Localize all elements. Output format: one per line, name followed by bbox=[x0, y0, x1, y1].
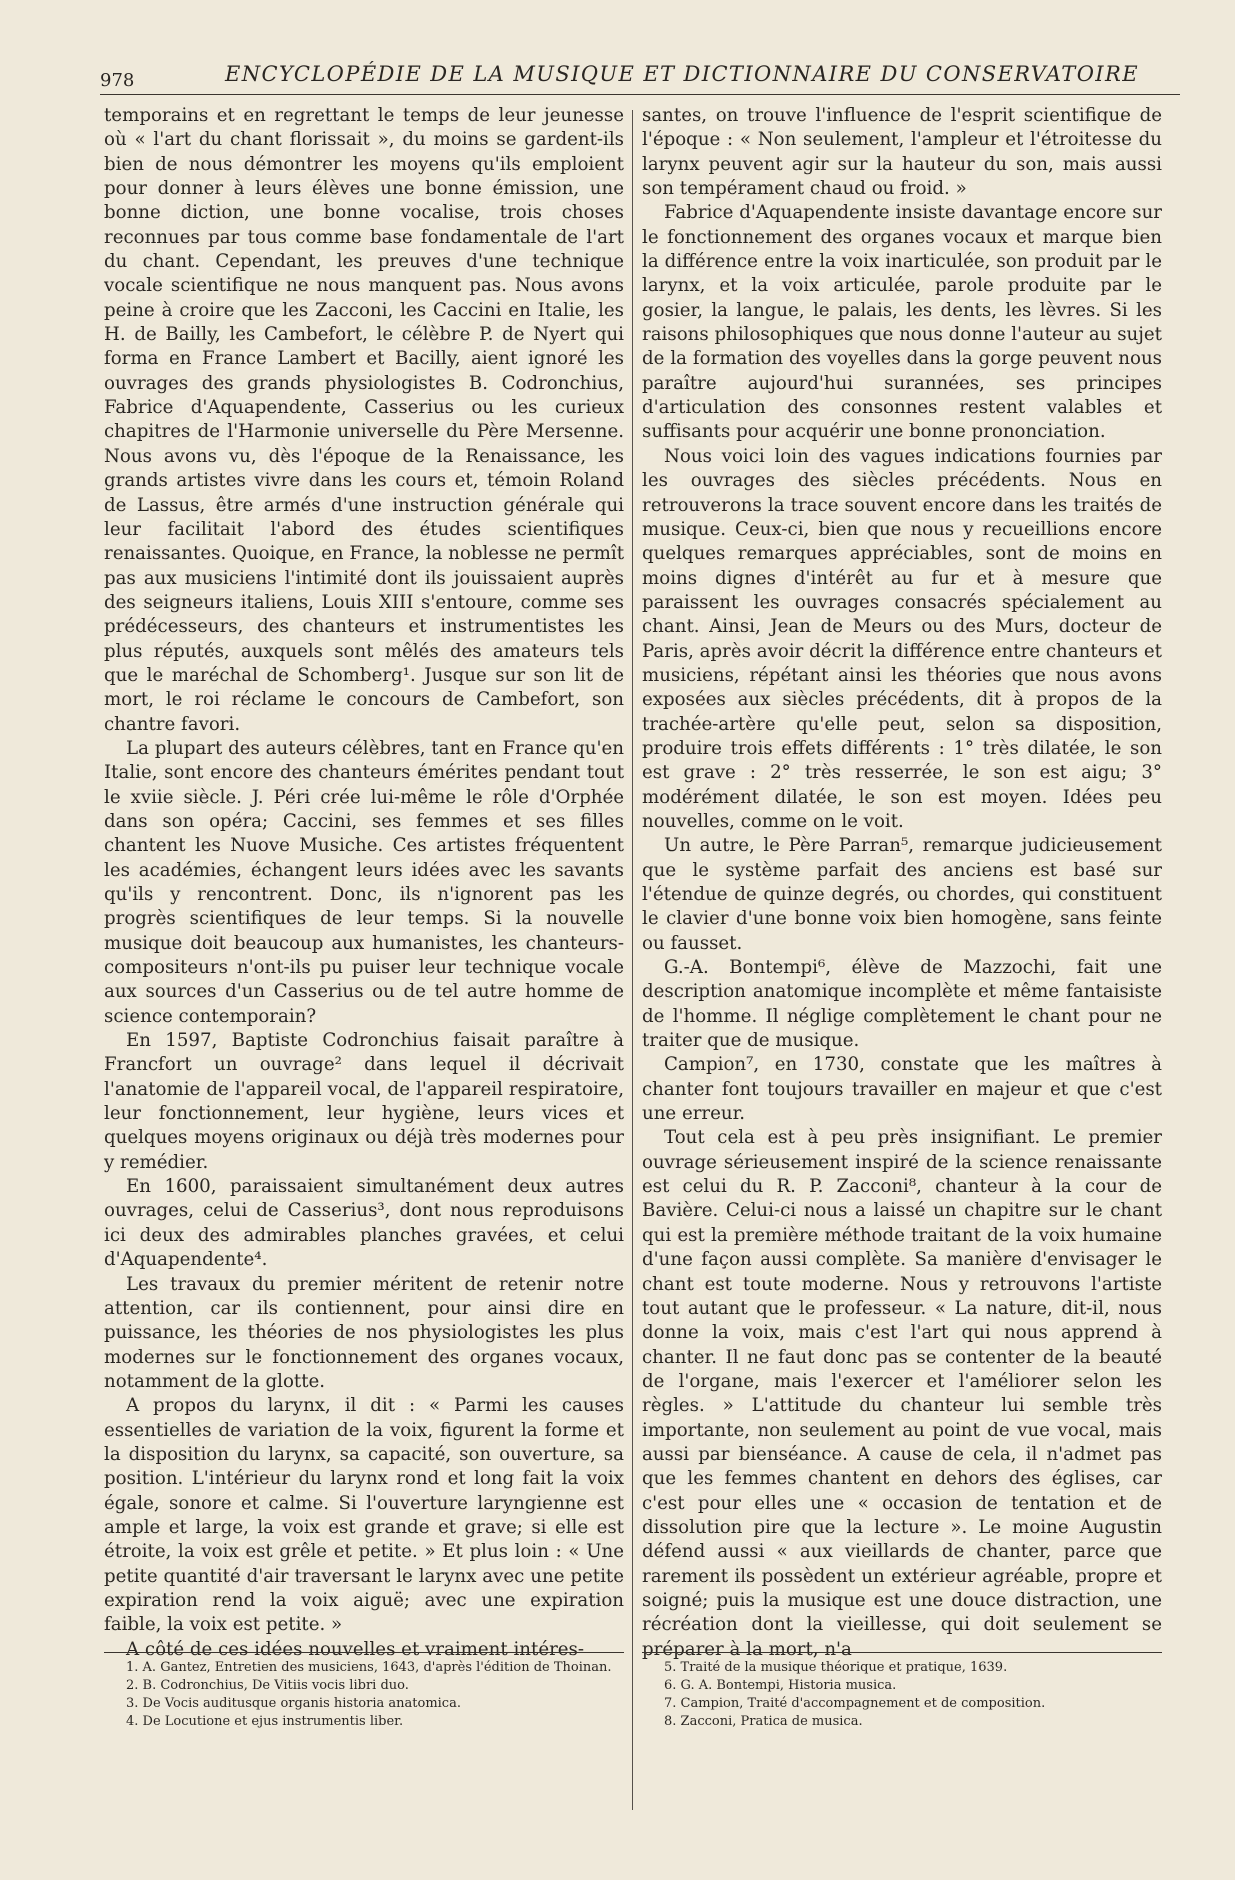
paragraph: Un autre, le Père Parran⁵, remarque judicieusement que le système parfait des anciens est basé sur l'étendue de quinze degrés, ou chordes, qui constituent le clavier d'une bonne voix bien homogène, sans feinte ou fausset. bbox=[642, 835, 1162, 954]
footnote: 7. Campion, Traité d'accompagnement et de composition. bbox=[664, 1696, 1046, 1711]
right-column bbox=[642, 104, 1162, 1662]
footnote: 5. Traité de la musique théorique et pratique, 1639. bbox=[664, 1660, 1008, 1675]
paragraph: G.-A. Bontempi⁶, élève de Mazzochi, fait une description anatomique incomplète et même fantaisiste de l'homme. Il néglige complètement le chant pour ne traiter que de musique. bbox=[642, 957, 1162, 1052]
paragraph: temporains et en regrettant le temps de leur jeunesse où « l'art du chant florissait », du moins se gardent-ils bien de nous démontrer les moyens qu'ils emploient pour donner à leurs élèves une bonne émission, une bonne diction, une bonne vocalise, trois choses reconnues par tous comme base fondamentale de l'art du chant. Cependant, les preuves d'une technique vocale scientifique ne nous manquent pas. Nous avons peine à croire que les Zacconi, les Caccini en Italie, les H. de Bailly, les Cambefort, le célèbre P. de Nyert qui forma en France Lambert et Bacilly, aient ignoré les ouvrages des grands physiologistes B. Codronchius, Fabrice d'Aquapendente, Casserius ou les curieux chapitres de l'Harmonie universelle du Père Mersenne. Nous avons vu, dès l'époque de la Renaissance, les grands artistes vivre dans les cours et, témoin Roland de Lassus, être armés d'une instruction générale qui leur facilitait l'abord des études scientifiques renaissantes. Quoique, en France, la noblesse ne permît pas aux musiciens l'intimité dont ils jouissaient auprès des seigneurs italiens, Louis XIII s'entoure, comme ses prédécesseurs, des chanteurs et instrumentistes les plus réputés, auxquels sont mêlés des amateurs tels que le maréchal de Schomberg¹. Jusque sur son lit de mort, le roi réclame le concours de Cambefort, son chantre favori. bbox=[104, 105, 625, 735]
paragraph: santes, on trouve l'influence de l'esprit scientifique de l'époque : « Non seulement, l'ampleur et l'étroitesse du larynx peuvent agir sur la hauteur du son, mais aussi son tempérament chaud ou froid. » bbox=[642, 105, 1162, 200]
paragraph: A propos du larynx, il dit : « Parmi les causes essentielles de variation de la voix, figurent la forme et la disposition du larynx, sa capacité, son ouverture, sa position. L'intérieur du larynx rond et long fait la voix égale, sonore et calme. Si l'ouverture laryngienne est ample et large, la voix est grande et grave; si elle est étroite, la voix est grêle et petite. » Et plus loin : « Une petite quantité d'air traversant le larynx avec une petite expiration rend la voix aiguë; avec une expiration faible, la voix est petite. » bbox=[104, 1395, 624, 1636]
paragraph: En 1600, paraissaient simultanément deux autres ouvrages, celui de Casserius³, dont nous reproduisons ici deux des admirables planches gravées, et celui d'Aquapendente⁴. bbox=[104, 1176, 624, 1271]
paragraph: Tout cela est à peu près insignifiant. Le premier ouvrage sérieusement inspiré de la science renaissante est celui du R. P. Zacconi⁸, chanteur à la cour de Bavière. Celui-ci nous a laissé un chapitre sur le chant qui est la première méthode traitant de la voix humaine d'une façon aussi complète. Sa manière d'envisager le chant est toute moderne. Nous y retrouvons l'artiste tout autant que le professeur. « La nature, dit-il, nous donne la voix, mais c'est l'art qui nous apprend à chanter. Il ne faut donc pas se contenter de la beauté de l'organe, mais l'exercer et l'améliorer selon les règles. » L'attitude du chanteur lui semble très importante, non seulement au point de vue vocal, mais aussi par bienséance. A cause de cela, il n'admet pas que les femmes chantent en dehors des églises, car c'est pour elles une « occasion de tentation et de dissolution pire que la lecture ». Le moine Augustin défend aussi « aux vieillards de chanter, parce que rarement ils possèdent un extérieur agréable, propre et soigné; puis la musique est une douce distraction, une récréation dont la vieillesse, qui doit seulement se préparer à la mort, n'a bbox=[642, 1127, 1162, 1660]
footnotes-left bbox=[104, 1652, 624, 1731]
paragraph: Campion⁷, en 1730, constate que les maîtres à chanter font toujours travailler en majeur et que c'est une erreur. bbox=[642, 1054, 1162, 1125]
footnote: 6. G. A. Bontempi, Historia musica. bbox=[664, 1678, 897, 1693]
left-column bbox=[104, 104, 624, 1662]
paragraph: Les travaux du premier méritent de retenir notre attention, car ils contiennent, pour ainsi dire en puissance, les théories de nos physiologistes les plus modernes sur le fonctionnement des organes vocaux, notamment de la glotte. bbox=[104, 1273, 624, 1392]
footnote: 3. De Vocis auditusque organis historia anatomica. bbox=[126, 1696, 461, 1711]
paragraph: La plupart des auteurs célèbres, tant en France qu'en Italie, sont encore des chanteurs émérites pendant tout le xviie siècle. J. Péri crée lui-même le rôle d'Orphée dans son opéra; Caccini, ses femmes et ses filles chantent les Nuove Musiche. Ces artistes fréquentent les académies, échangent leurs idées avec les savants qu'ils y rencontrent. Donc, ils n'ignorent pas les progrès scientifiques de leur temps. Si la nouvelle musique doit beaucoup aux humanistes, les chanteurs-compositeurs n'ont-ils pu puiser leur technique vocale aux sources d'un Casserius ou de tel autre homme de science contemporain? bbox=[104, 737, 624, 1027]
column-divider bbox=[632, 110, 633, 1810]
page-header bbox=[100, 60, 1180, 95]
footnotes-right bbox=[642, 1652, 1162, 1731]
footnote: 8. Zacconi, Pratica de musica. bbox=[664, 1714, 863, 1729]
paragraph: Nous voici loin des vagues indications fournies par les ouvrages des siècles précédents. Nous en retrouverons la trace souvent encore dans les traités de musique. Ceux-ci, bien que nous y recueillions encore quelques remarques appréciables, sont de moins en moins dignes d'intérêt au fur et à mesure que paraissent les ouvrages consacrés spécialement au chant. Ainsi, Jean de Meurs ou des Murs, docteur de Paris, après avoir décrit la différence entre chanteurs et musiciens, répétant ainsi les théories que nous avons exposées aux siècles précédents, dit à propos de la trachée-artère qu'elle peut, selon sa disposition, produire trois effets différents : 1° très dilatée, le son est grave : 2° très resserrée, le son est aigu; 3° modérément dilatée, le son est moyen. Idées peu nouvelles, comme on le voit. bbox=[642, 445, 1162, 832]
page-number: 978 bbox=[100, 70, 135, 91]
paragraph: En 1597, Baptiste Codronchius faisait paraître à Francfort un ouvrage² dans lequel il décrivait l'anatomie de l'appareil vocal, de l'appareil respiratoire, leur fonctionnement, leur hygiène, leurs vices et quelques moyens originaux ou déjà très modernes pour y remédier. bbox=[104, 1030, 624, 1173]
footnote: 2. B. Codronchius, De Vitiis vocis libri duo. bbox=[126, 1678, 409, 1693]
paragraph: A côté de ces idées nouvelles et vraiment intéres- bbox=[126, 1638, 585, 1660]
footnote: 4. De Locutione et ejus instrumentis liber. bbox=[126, 1714, 404, 1729]
paragraph: Fabrice d'Aquapendente insiste davantage encore sur le fonctionnement des organes vocaux et marque bien la différence entre la voix inarticulée, son produit par le larynx, et la voix articulée, parole produite par le gosier, la langue, le palais, les dents, les lèvres. Si les raisons philosophiques que nous donne l'auteur au sujet de la formation des voyelles dans la gorge peuvent nous paraître aujourd'hui surannées, ses principes d'articulation des consonnes restent valables et suffisants pour acquérir une bonne prononciation. bbox=[642, 202, 1162, 443]
footnote: 1. A. Gantez, Entretien des musiciens, 1643, d'après l'édition de Thoinan. bbox=[126, 1660, 612, 1675]
running-title: ENCYCLOPÉDIE DE LA MUSIQUE ET DICTIONNAIRE DU CONSERVATOIRE bbox=[225, 62, 1139, 86]
